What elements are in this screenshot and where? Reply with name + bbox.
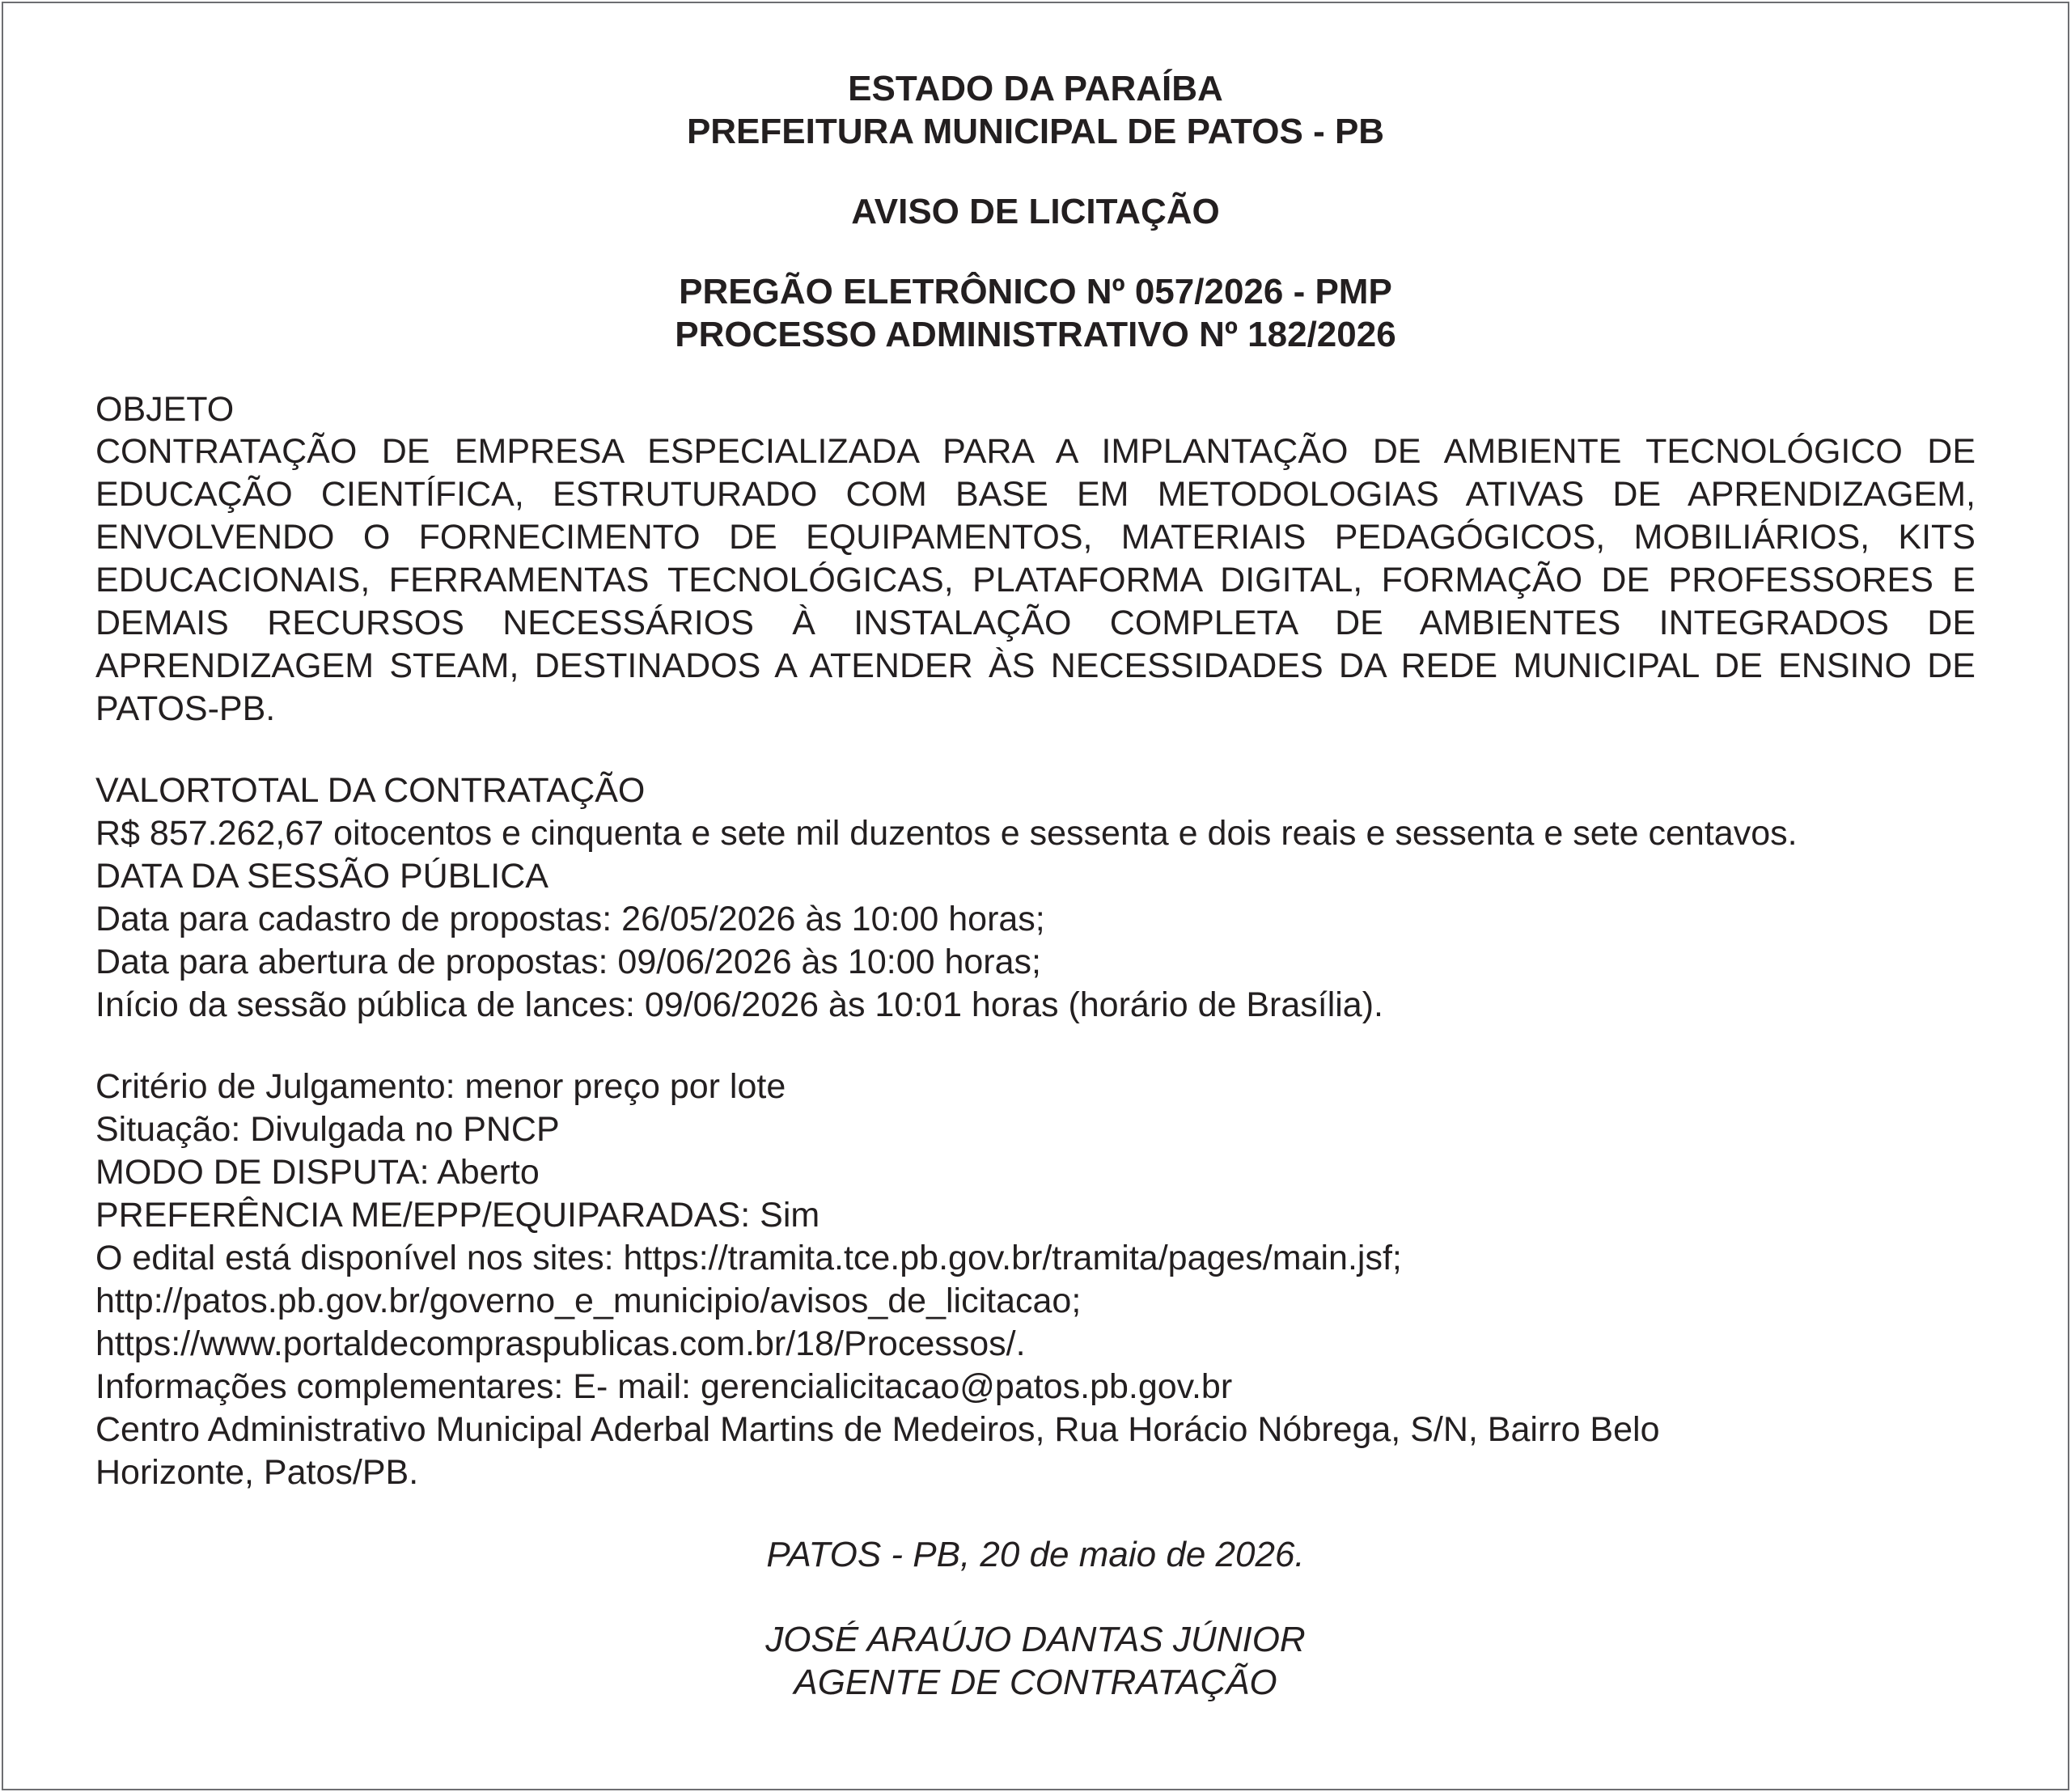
objeto-label: OBJETO bbox=[95, 390, 235, 429]
sessao-label: DATA DA SESSÃO PÚBLICA bbox=[95, 857, 548, 896]
valor-label: VALORTOTAL DA CONTRATAÇÃO bbox=[95, 771, 646, 810]
edital-line-1: O edital está disponível nos sites: https://tramita.tce.pb.gov.br/tramita/pages/main.jsf; bbox=[95, 1239, 1402, 1277]
objeto-section bbox=[95, 388, 1976, 731]
state-heading: ESTADO DA PARAÍBA bbox=[848, 69, 1223, 108]
criterio-text: Critério de Julgamento: menor preço por lote bbox=[95, 1067, 786, 1106]
notice-title: AVISO DE LICITAÇÃO bbox=[851, 192, 1220, 231]
modo-text: MODO DE DISPUTA: Aberto bbox=[95, 1153, 540, 1192]
prefecture-heading: PREFEITURA MUNICIPAL DE PATOS - PB bbox=[686, 112, 1385, 151]
address-line-1: Centro Administrativo Municipal Aderbal Martins de Medeiros, Rua Horácio Nóbrega, S/N, Bairro Belo bbox=[95, 1410, 1660, 1449]
signer-role: AGENTE DE CONTRATAÇÃO bbox=[794, 1663, 1277, 1702]
place-date: PATOS - PB, 20 de maio de 2026. bbox=[766, 1535, 1305, 1574]
signer-name: JOSÉ ARAÚJO DANTAS JÚNIOR bbox=[765, 1620, 1306, 1659]
situacao-text: Situação: Divulgada no PNCP bbox=[95, 1110, 560, 1149]
edital-line-3: https://www.portaldecompraspublicas.com.br/18/Processos/. bbox=[95, 1324, 1026, 1363]
abertura-date: Data para abertura de propostas: 09/06/2026 às 10:00 horas; bbox=[95, 943, 1041, 981]
valor-section bbox=[95, 769, 1976, 855]
preferencia-text: PREFERÊNCIA ME/EPP/EQUIPARADAS: Sim bbox=[95, 1196, 820, 1235]
processo-number: PROCESSO ADMINISTRATIVO Nº 182/2026 bbox=[675, 315, 1396, 354]
closing-section bbox=[95, 1533, 1976, 1704]
objeto-text: CONTRATAÇÃO DE EMPRESA ESPECIALIZADA PARA A IMPLANTAÇÃO DE AMBIENTE TECNOLÓGICO DE EDUCAÇÃO CIENTÍFICA, ESTRUTURADO COM BASE EM METODOLOGIAS ATIVAS DE APRENDIZAGEM, ENVOLVENDO O FORNECIMENTO DE EQUIPAMENTOS, MATERIAIS PEDAGÓGICOS, MOBILIÁRIOS, KITS EDUCACIONAIS, FERRAMENTAS TECNOLÓGICAS, PLATAFORMA DIGITAL, FORMAÇÃO DE PROFESSORES E DEMAIS RECURSOS NECESSÁRIOS À INSTALAÇÃO COMPLETA DE AMBIENTES INTEGRADOS DE APRENDIZAGEM STEAM, DESTINADOS A ATENDER ÀS NECESSIDADES DA REDE MUNICIPAL DE ENSINO DE PATOS-PB. bbox=[95, 432, 1976, 728]
sessao-section bbox=[95, 855, 1976, 1027]
info-text: Informações complementares: E- mail: gerencialicitacao@patos.pb.gov.br bbox=[95, 1367, 1233, 1406]
details-section bbox=[95, 1065, 1976, 1494]
notice-header bbox=[95, 67, 1976, 356]
valor-text: R$ 857.262,67 oitocentos e cinquenta e sete mil duzentos e sessenta e dois reais e sessenta e sete centavos. bbox=[95, 814, 1798, 853]
pregao-number: PREGÃO ELETRÔNICO Nº 057/2026 - PMP bbox=[679, 272, 1392, 311]
notice-content bbox=[95, 67, 1976, 1704]
edital-line-2: http://patos.pb.gov.br/governo_e_municipio/avisos_de_licitacao; bbox=[95, 1282, 1082, 1320]
cadastro-date: Data para cadastro de propostas: 26/05/2026 às 10:00 horas; bbox=[95, 900, 1045, 938]
address-line-2: Horizonte, Patos/PB. bbox=[95, 1453, 419, 1492]
inicio-date: Início da sessão pública de lances: 09/06/2026 às 10:01 horas (horário de Brasília). bbox=[95, 985, 1383, 1024]
